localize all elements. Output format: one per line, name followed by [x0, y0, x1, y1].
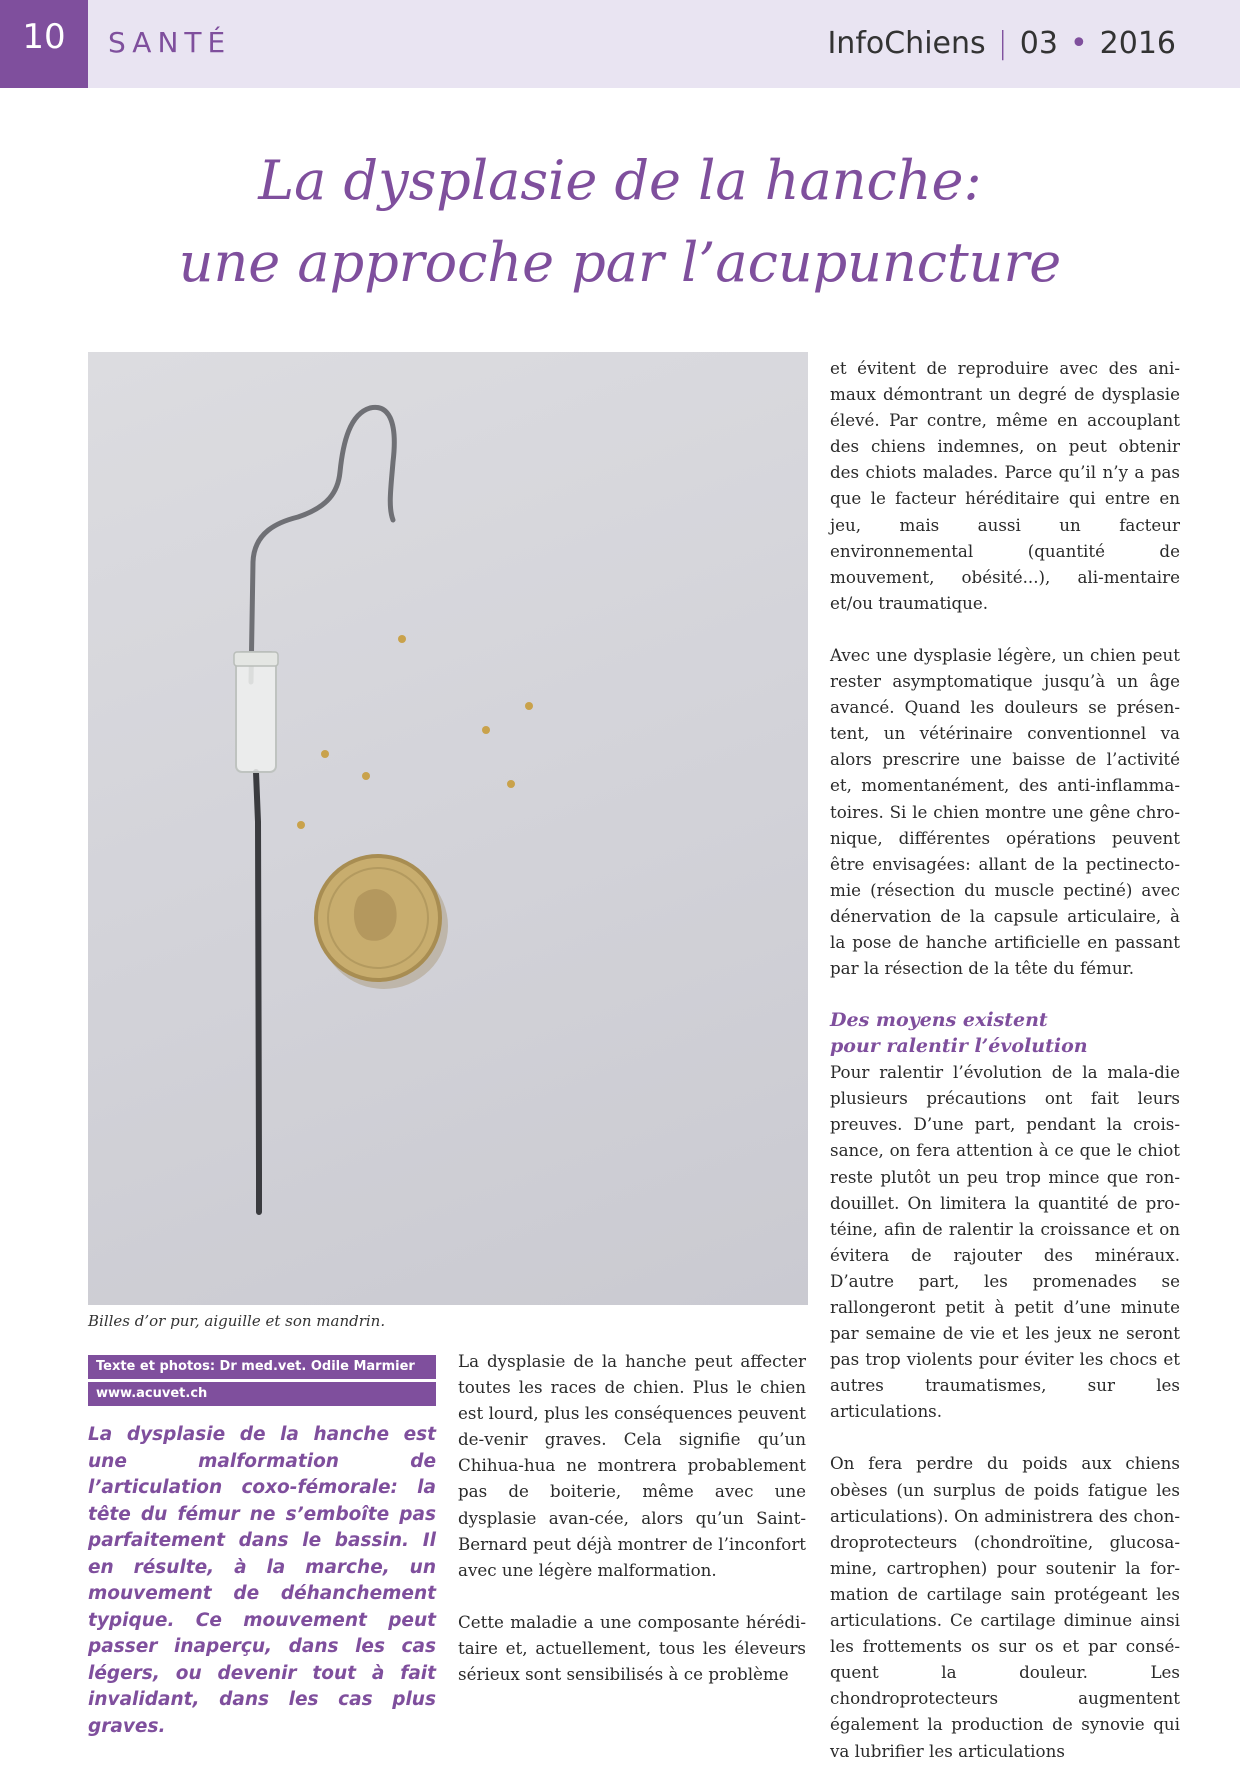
issue-dot: • [1069, 26, 1088, 61]
masthead [827, 26, 1176, 61]
paragraph: et évitent de reproduire avec des ani-maux démontrant un degré de dysplasie élevé. Par contre, même en accouplant des chiens indemnes, on peut obtenir des chiots malades. Parce qu’il n’y a pas que le facteur héréditaire qui entre en jeu, mais aussi un facteur environnemental (quantité de mouvement, obésité...), ali-mentaire et/ou traumatique. [830, 358, 1180, 613]
article-title [0, 140, 1240, 304]
gold-bead [525, 702, 533, 710]
needle-hub [236, 652, 276, 772]
paragraph: On fera perdre du poids aux chiens obèses (un surplus de poids fatigue les articulations). On administrera des chon-droprotecteurs (chondroïtine, glucosa-mine, cartrophen) pour soutenir la for-mation de cartilage sain protégeant les articulations. Ce cartilage diminue ainsi les frottements os sur os et par consé-quent la douleur. Les chondroprotecteurs augmentent également la production de synovie qui va lubrifier les articulations [830, 1453, 1180, 1761]
gold-bead [398, 635, 406, 643]
gold-bead [297, 821, 305, 829]
subheading [830, 1007, 1180, 1059]
title-line-2: une approche par l’acupuncture [178, 231, 1062, 294]
paragraph: La dysplasie de la hanche peut affecter toutes les races de chien. Plus le chien est lourd, plus les conséquences peuvent de-venir graves. Cela signifie qu’un Chihua-hua ne montrera probablement pas de boiterie, même avec une dysplasie avan-cée, alors qu’un Saint-Bernard peut déjà montrer de l’inconfort avec une légère malformation. [458, 1351, 806, 1580]
gold-bead [321, 750, 329, 758]
gold-bead [362, 772, 370, 780]
column-middle [458, 1348, 806, 1713]
paragraph: Avec une dysplasie légère, un chien peut rester asymptomatique jusqu’à un âge avancé. Quand les douleurs se présen-tent, un vétérinaire conventionnel va alors prescrire une baisse de l’activité et, momentanément, des anti-inflamma-toires. Si le chien montre une gêne chro-nique, différentes opérations peuvent être envisagées: allant de la pectinecto-mie (résection du muscle pectiné) avec dénervation de la capsule articulaire, à la pose de hanche artificielle en passant par la résection de la tête du fémur. [830, 644, 1180, 979]
paragraph: Pour ralentir l’évolution de la mala-die plusieurs précautions ont fait leurs preuves. D’une part, pendant la crois-sance, on fera attention à ce que le chiot reste plutôt un peu trop mince que ron-douillet. On limitera la quantité de pro-téine, afin de ralentir la croissance et on évitera de rajouter des minéraux. D’autre part, les promenades se rallongeront petit à petit d’une minute par semaine de vie et les jeux ne seront pas trop violents pour éviter les chocs et autres traumatismes, sur les articulations. [830, 1062, 1180, 1422]
column-right [830, 355, 1180, 1790]
issue-year: 2016 [1099, 26, 1176, 61]
author-credit: Texte et photos: Dr med.vet. Odile Marmier [88, 1355, 436, 1379]
page-number: 10 [0, 0, 88, 88]
article-intro: La dysplasie de la hanche est une malformation de l’articulation coxo-fémorale: la tête du fémur ne s’emboîte pas parfaitement dans le bassin. Il en résulte, à la marche, un mouvement de déhanchement typique. Ce mouvement peut passer inaperçu, dans les cas légers, ou devenir tout à fait invalidant, dans les cas plus graves. [88, 1424, 436, 1737]
section-label: SANTÉ [108, 26, 232, 59]
needle-hook [251, 407, 394, 682]
needle-shaft [256, 772, 259, 1212]
subheading-line-2: pour ralentir l’évolution [830, 1035, 1088, 1058]
masthead-separator: | [997, 26, 1008, 61]
article-photo [88, 352, 808, 1305]
gold-bead [507, 780, 515, 788]
issue-number: 03 [1019, 26, 1058, 61]
photo-illustration [88, 352, 808, 1305]
photo-caption: Billes d’or pur, aiguille et son mandrin. [88, 1312, 386, 1330]
subheading-line-1: Des moyens existent [830, 1009, 1048, 1032]
gold-bead [482, 726, 490, 734]
magazine-name: InfoChiens [827, 26, 986, 61]
title-line-1: La dysplasie de la hanche: [258, 149, 982, 212]
paragraph: Cette maladie a une composante hérédi-taire et, actuellement, tous les éleveurs sérieux sont sensibilisés à ce problème [458, 1611, 806, 1685]
author-website-link[interactable]: www.acuvet.ch [88, 1382, 436, 1406]
